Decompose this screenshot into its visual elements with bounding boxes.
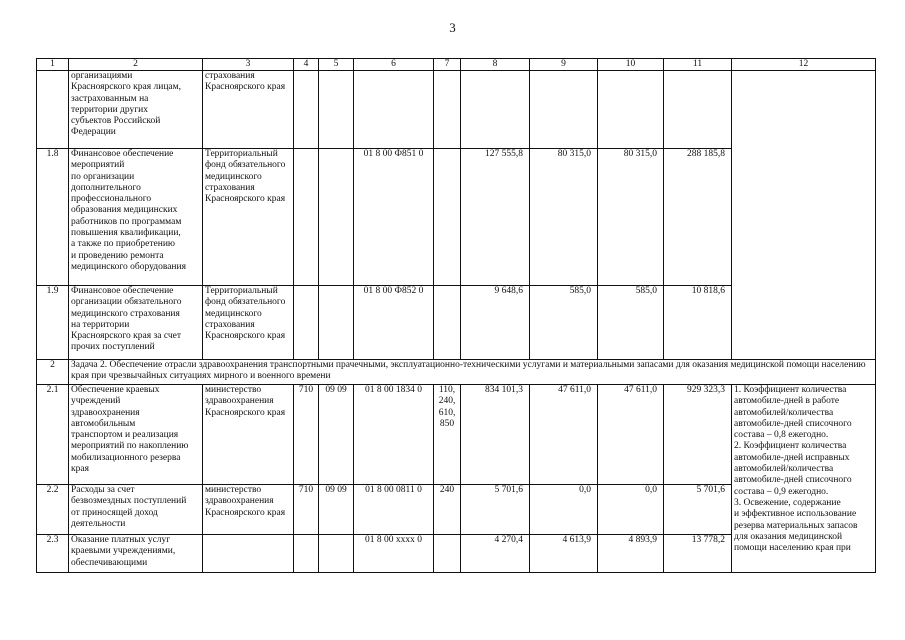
- measure-name: Оказание платных услуг краевыми учреждениями, обеспечивающими: [69, 535, 203, 573]
- amount-total: 929 323,3: [664, 385, 732, 485]
- table-row-continued: [37, 71, 876, 149]
- measure-name: Обеспечение краевых учреждений здравоохранения автомобильным транспортом и реализация мероприятий по накоплению мобилизационного резерва края: [69, 385, 203, 485]
- column-header: 9: [530, 59, 598, 71]
- task-number: 2: [37, 360, 69, 385]
- column-header: 6: [354, 59, 434, 71]
- expected-results: 1. Коэффициент количества автомобиле-дней в работе автомобилей/количества автомобиле-дней списочного состава – 0,8 ежегодно. 2. Коэффициент количества автомобиле-дней исправных автомобилей/количества автомобиле-дней списочного состава – 0,9 ежегодно. 3. Освежение, содержание и эффективное использование резерва материальных запасов для оказания медицинской помощи населению края при: [732, 385, 876, 573]
- column-header: 11: [664, 59, 732, 71]
- amount-year1: 834 101,3: [461, 385, 530, 485]
- budget-table: [36, 58, 876, 573]
- column-header: 7: [434, 59, 461, 71]
- amount-total: 10 818,6: [664, 286, 732, 360]
- column-header: 12: [732, 59, 876, 71]
- responsible-org: Территориальный фонд обязательного медицинского страхования Красноярского края: [203, 286, 294, 360]
- amount-year3: 80 315,0: [598, 149, 664, 286]
- column-header: 2: [69, 59, 203, 71]
- section-code: 09 09: [319, 485, 354, 535]
- indicator-cell-empty: [732, 71, 876, 360]
- budget-code: 01 8 00 0811 0: [354, 485, 434, 535]
- amount-year1: 5 701,6: [461, 485, 530, 535]
- amount-year2: 80 315,0: [530, 149, 598, 286]
- column-header: 10: [598, 59, 664, 71]
- column-number-row: [37, 59, 876, 71]
- amount-year1: 127 555,8: [461, 149, 530, 286]
- responsible-org: министерство здравоохранения Красноярского края: [203, 485, 294, 535]
- budget-code: 01 8 00 1834 0: [354, 385, 434, 485]
- budget-code: 01 8 00 Ф852 0: [354, 286, 434, 360]
- responsible-org: страхования Красноярского края: [203, 71, 294, 149]
- expense-type-code: 240: [434, 485, 461, 535]
- amount-year3: 4 893,9: [598, 535, 664, 573]
- column-header: 4: [294, 59, 319, 71]
- column-header: 1: [37, 59, 69, 71]
- column-header: 5: [319, 59, 354, 71]
- amount-year2: 585,0: [530, 286, 598, 360]
- amount-total: 288 185,8: [664, 149, 732, 286]
- amount-year3: 585,0: [598, 286, 664, 360]
- budget-code: 01 8 00 Ф851 0: [354, 149, 434, 286]
- table-row: [37, 385, 876, 485]
- amount-total: 13 778,2: [664, 535, 732, 573]
- budget-code: 01 8 00 хххх 0: [354, 535, 434, 573]
- task-title: Задача 2. Обеспечение отрасли здравоохранения транспортными прачечными, эксплуатационно-техническими услугами и материальными запасами для оказания медицинской помощи населению края при чрезвычайных ситуациях мирного и военного времени: [69, 360, 876, 385]
- responsible-org: министерство здравоохранения Красноярского края: [203, 385, 294, 485]
- row-number: 2.1: [37, 385, 69, 485]
- measure-name: Финансовое обеспечение мероприятий по организации дополнительного профессионального образования медицинских работников по программам повышения квалификации, а также по приобретению и проведению ремонта медицинского оборудования: [69, 149, 203, 286]
- measure-name: Финансовое обеспечение организации обязательного медицинского страхования на территории Красноярского края за счет прочих поступлений: [69, 286, 203, 360]
- amount-year2: 0,0: [530, 485, 598, 535]
- row-number: 2.3: [37, 535, 69, 573]
- amount-year1: 4 270,4: [461, 535, 530, 573]
- row-number: 1.9: [37, 286, 69, 360]
- grbs-code: 710: [294, 485, 319, 535]
- task-row: [37, 360, 876, 385]
- row-number: 1.8: [37, 149, 69, 286]
- measure-name: организациями Красноярского края лицам, застрахованным на территории других субъектов Российской Федерации: [69, 71, 203, 149]
- amount-year2: 4 613,9: [530, 535, 598, 573]
- column-header: 3: [203, 59, 294, 71]
- responsible-org: Территориальный фонд обязательного медицинского страхования Красноярского края: [203, 149, 294, 286]
- column-header: 8: [461, 59, 530, 71]
- amount-total: 5 701,6: [664, 485, 732, 535]
- amount-year3: 47 611,0: [598, 385, 664, 485]
- section-code: 09 09: [319, 385, 354, 485]
- row-number: 2.2: [37, 485, 69, 535]
- page-number: 3: [449, 20, 456, 35]
- amount-year2: 47 611,0: [530, 385, 598, 485]
- expense-type-code: 110, 240, 610, 850: [434, 385, 461, 485]
- amount-year3: 0,0: [598, 485, 664, 535]
- amount-year1: 9 648,6: [461, 286, 530, 360]
- grbs-code: 710: [294, 385, 319, 485]
- measure-name: Расходы за счет безвозмездных поступлений от приносящей доход деятельности: [69, 485, 203, 535]
